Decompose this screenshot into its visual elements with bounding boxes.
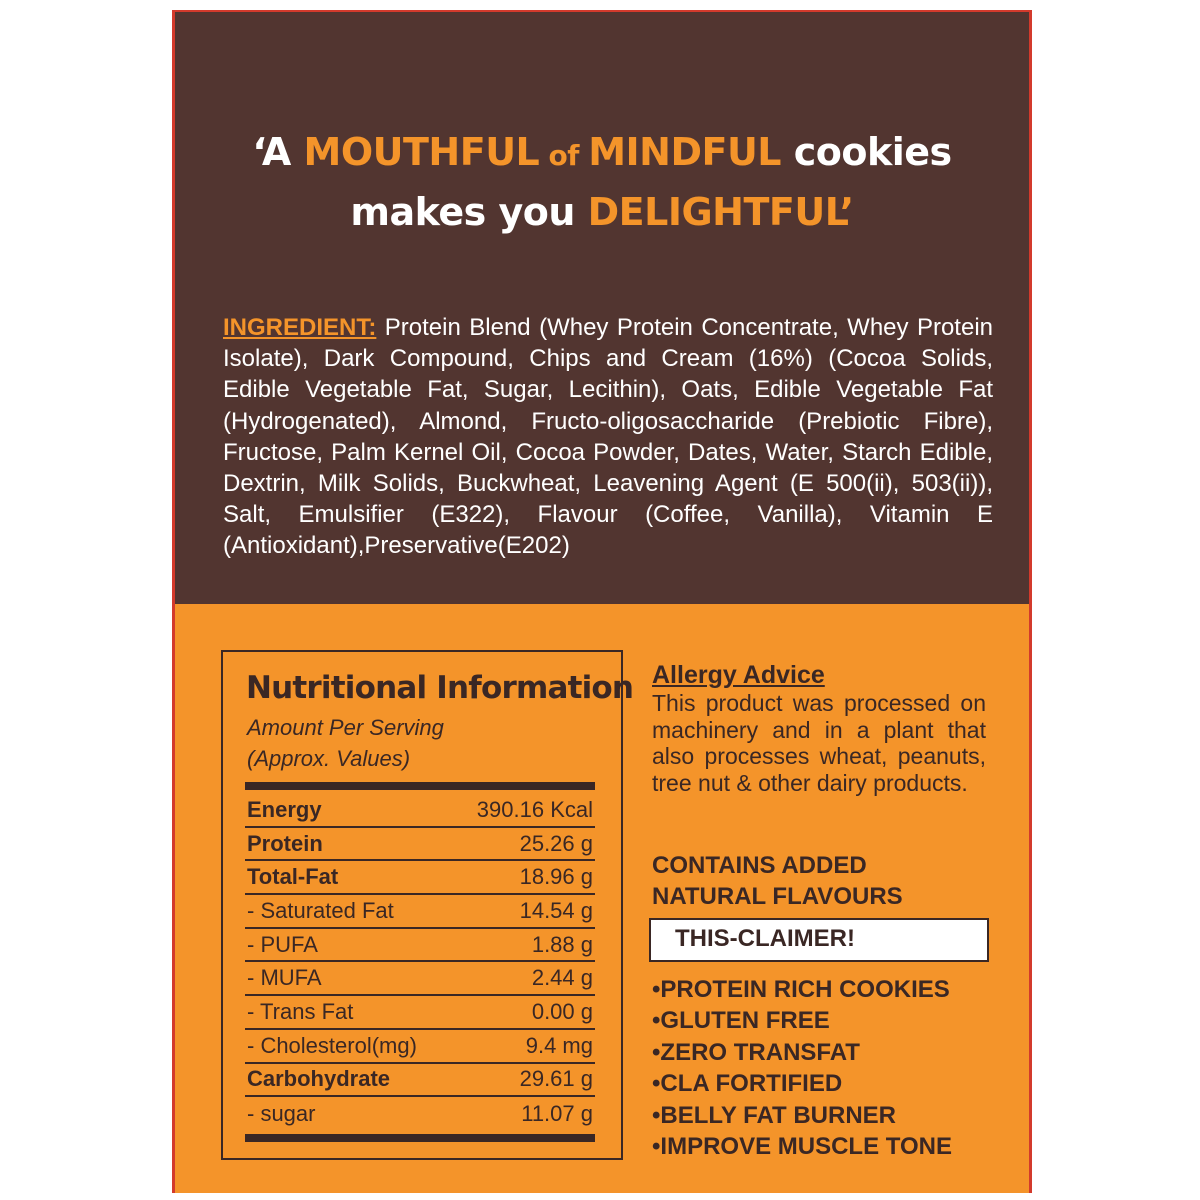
slogan-line-1: [175, 124, 1029, 184]
nutrition-row-trans-fat: [245, 996, 595, 1030]
nutrition-top-divider: [245, 782, 595, 790]
nutrition-table: [245, 794, 595, 1131]
nutrition-facts-box: [221, 650, 634, 1160]
nutrient-name: Protein: [247, 830, 323, 856]
slogan-word-cookies: cookies: [781, 130, 952, 174]
product-label-panel: [172, 10, 1032, 1193]
nutrient-value: 14.54 g: [519, 897, 593, 923]
allergy-title: Allergy Advice: [652, 661, 825, 689]
disclaimer-box: THIS-CLAIMER!: [649, 918, 989, 962]
slogan: [175, 124, 1029, 240]
nutrient-value: 1.88 g: [531, 931, 593, 957]
nutrient-value: 11.07 g: [521, 1101, 593, 1127]
slogan-word-delightful: DELIGHTFUL: [587, 190, 840, 234]
nutrition-subtitle-line-2: (Approx. Values): [247, 746, 411, 771]
contains-line-2: NATURAL FLAVOURS: [652, 883, 903, 910]
claim-item: •IMPROVE MUSCLE TONE: [652, 1133, 952, 1161]
ingredients-text: Protein Blend (Whey Protein Concentrate, Whey Protein Isolate), Dark Compound, Chips and Cream (16%) (Cocoa Solids, Edible Vegetable Fat, Sugar, Lecithin), Oats, Edible Vegetable Fat (Hydrogenated), Almond, Fructo-oligosaccharide (Prebiotic Fibre), Fructose, Palm Kernel Oil, Cocoa Powder, Dates, Water, Starch Edible, Dextrin, Milk Solids, Buckwheat, Leavening Agent (E 500(ii), 503(ii)), Salt, Emulsifier (E322), Flavour (Coffee, Vanilla), Vitamin E (Antioxidant),Preservative(E202): [223, 314, 993, 560]
nutrient-value: 29.61 g: [519, 1066, 593, 1092]
claim-item: •CLA FORTIFIED: [652, 1070, 843, 1098]
nutrition-row-total-fat: [245, 861, 595, 895]
contains-flavours-note: [652, 850, 992, 912]
slogan-open-quote: ‘A: [252, 130, 304, 174]
nutrient-name: Total-Fat: [247, 864, 339, 890]
nutrition-subtitle: [247, 712, 444, 774]
nutrient-name: - Saturated Fat: [247, 897, 394, 923]
claim-item: •BELLY FAT BURNER: [652, 1101, 896, 1129]
nutrient-name: - PUFA: [247, 931, 318, 957]
claim-item: •GLUTEN FREE: [652, 1007, 830, 1035]
nutrition-row-cholesterol: [245, 1030, 595, 1064]
nutrition-row-protein: [245, 828, 595, 862]
slogan-word-mindful: MINDFUL: [588, 130, 782, 174]
nutrient-value: 25.26 g: [519, 830, 593, 856]
nutrient-name: - sugar: [247, 1101, 316, 1127]
claims-list: [652, 974, 992, 1162]
slogan-word-mouthful: MOUTHFUL: [303, 130, 540, 174]
contains-line-1: CONTAINS ADDED: [652, 852, 867, 879]
nutrient-value: 9.4 mg: [525, 1032, 593, 1058]
nutrient-name: - Trans Fat: [247, 998, 354, 1024]
slogan-close-quote: ’: [839, 190, 854, 234]
slogan-line2-prefix: makes you: [350, 190, 588, 234]
nutrition-row-pufa: [245, 929, 595, 963]
nutrition-row-sugar: [245, 1097, 595, 1131]
nutrition-row-carbohydrate: [245, 1064, 595, 1098]
nutrient-value: 390.16 Kcal: [476, 796, 593, 822]
nutrient-value: 0.00 g: [531, 998, 593, 1024]
nutrient-name: - MUFA: [247, 965, 322, 991]
nutrition-subtitle-line-1: Amount Per Serving: [247, 715, 444, 740]
nutrition-row-saturated-fat: [245, 895, 595, 929]
claim-item: •ZERO TRANSFAT: [652, 1038, 860, 1066]
ingredients-paragraph: [223, 312, 993, 562]
claim-item: •PROTEIN RICH COOKIES: [652, 976, 950, 1003]
nutrition-row-energy: [245, 794, 595, 828]
ingredients-label: INGREDIENT:: [223, 314, 377, 341]
nutrient-name: Energy: [247, 796, 322, 822]
nutrient-value: 2.44 g: [531, 965, 593, 991]
nutrition-bottom-divider: [245, 1134, 595, 1142]
allergy-text: This product was processed on machinery and in a plant that also processes wheat, peanuts, tree nut & other dairy products.: [652, 690, 986, 796]
nutrient-name: Carbohydrate: [247, 1066, 391, 1092]
brown-top-section: [175, 12, 1029, 604]
nutrition-title: Nutritional Information: [246, 670, 634, 706]
nutrient-value: 18.96 g: [519, 864, 593, 890]
nutrition-row-mufa: [245, 962, 595, 996]
slogan-line-2: [175, 184, 1029, 240]
slogan-word-of: of: [539, 139, 589, 172]
nutrient-name: - Cholesterol(mg): [247, 1032, 417, 1058]
allergy-advice: [652, 660, 986, 796]
